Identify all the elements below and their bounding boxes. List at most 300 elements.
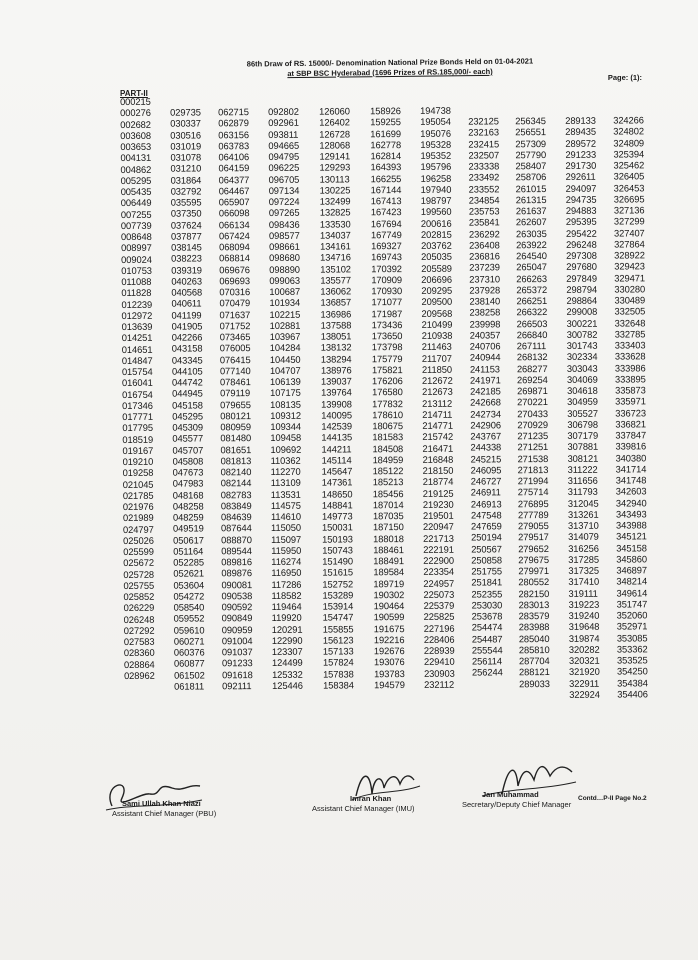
bond-number: 053604: [173, 578, 205, 591]
bond-number: 299008: [566, 305, 598, 318]
bond-number: 266263: [516, 272, 548, 284]
bond-number: 162778: [370, 138, 402, 151]
bond-number: 061502: [174, 668, 205, 681]
bond-number: 294097: [565, 182, 597, 194]
bond-number: 099063: [269, 274, 301, 286]
bond-number: 066098: [218, 207, 250, 219]
bond-number: 280552: [518, 576, 550, 588]
bond-number: 304069: [566, 373, 598, 385]
bond-number: 246727: [470, 475, 502, 487]
bond-number: 295395: [565, 215, 597, 228]
bond-number: 017795: [122, 422, 154, 434]
bond-number: 246095: [470, 464, 502, 476]
bond-number: 037350: [170, 207, 202, 219]
bond-number: 212672: [421, 374, 453, 386]
bond-number: 332785: [614, 328, 646, 340]
bond-number: 250858: [471, 554, 502, 566]
signatory-title: Assistant Chief Manager (IMU): [312, 804, 415, 813]
bond-number: 000215: [120, 95, 151, 107]
bond-number: 048258: [172, 500, 204, 512]
bond-number: 176580: [372, 386, 403, 398]
bond-number: 009024: [121, 253, 152, 265]
bond-number: 229410: [423, 655, 455, 668]
bond-number: 098680: [269, 251, 300, 264]
bond-number: 089544: [221, 544, 252, 557]
bond-number: 091004: [221, 634, 253, 647]
bond-number: 332505: [614, 305, 646, 317]
bond-number: 219125: [422, 487, 454, 499]
bond-number: 173650: [371, 330, 403, 342]
bond-number: 185213: [372, 476, 404, 488]
bond-number: 088870: [221, 533, 252, 545]
number-column: [515, 115, 550, 689]
page-number: Page: (1):: [607, 73, 642, 82]
bond-number: 218774: [422, 475, 454, 488]
bond-number: 266840: [516, 328, 548, 340]
bond-number: 120291: [271, 623, 303, 635]
bond-number: 336723: [615, 406, 646, 419]
bond-number: 311656: [567, 474, 598, 486]
bond-number: 314079: [568, 530, 599, 543]
bond-number: 030516: [170, 128, 201, 141]
bond-number: 132499: [319, 195, 351, 207]
bond-number: 319240: [568, 609, 600, 621]
bond-number: 303043: [566, 362, 598, 374]
bond-number: 142539: [321, 420, 353, 432]
bond-number: 225379: [423, 599, 455, 611]
bond-number: 025728: [123, 568, 155, 580]
bond-number: 238258: [469, 306, 501, 318]
bond-number: 353525: [616, 654, 648, 666]
bond-number: 187014: [372, 498, 404, 510]
bond-number: 026229: [123, 602, 155, 614]
bond-number: 139764: [321, 386, 352, 398]
bond-number: 170392: [371, 262, 402, 274]
bond-number: 032792: [170, 185, 202, 197]
bond-number: 135102: [320, 262, 351, 275]
bond-number: 343988: [615, 519, 647, 531]
bond-number: 139037: [320, 375, 352, 387]
bond-number: 011828: [121, 287, 152, 299]
bond-number: 253030: [471, 599, 503, 611]
bond-number: 254487: [471, 632, 503, 645]
bond-number: 188018: [373, 532, 404, 544]
bond-number: 030337: [170, 117, 201, 129]
bond-number: 069693: [219, 274, 251, 287]
bond-number: 187150: [372, 521, 404, 533]
bond-number: 134716: [320, 251, 351, 263]
bond-number: 202815: [420, 228, 452, 240]
bond-number: 024797: [122, 523, 154, 535]
bond-number: 167144: [370, 183, 402, 196]
bond-number: 051164: [173, 545, 204, 557]
bond-number: 094795: [268, 150, 300, 162]
bond-number: 342940: [615, 496, 647, 509]
bond-number: 266251: [516, 295, 548, 307]
bond-number: 209295: [421, 284, 453, 296]
bond-number: 289033: [519, 677, 550, 689]
bond-number: 004131: [120, 152, 152, 164]
bond-number: 069676: [219, 263, 250, 275]
bond-number: 045158: [172, 398, 203, 411]
bond-number: 167413: [370, 195, 402, 207]
bond-number: 330280: [614, 283, 646, 295]
bond-number: 322924: [569, 688, 600, 700]
bond-number: 266503: [516, 317, 548, 329]
bond-number: 238140: [469, 295, 501, 307]
bond-number: 112270: [270, 465, 301, 477]
bond-number: 333986: [614, 361, 646, 374]
bond-number: 090959: [221, 623, 253, 635]
bond-number: 147361: [321, 476, 353, 488]
bond-number: 250567: [471, 542, 502, 555]
number-column: [468, 115, 503, 678]
bond-number: 167749: [370, 228, 402, 241]
bond-number: 126402: [319, 116, 350, 128]
bond-number: 070316: [219, 286, 251, 298]
bond-number: 214711: [422, 408, 453, 420]
bond-number: 256551: [515, 126, 546, 138]
bond-number: 188491: [373, 555, 404, 567]
bond-number: 004862: [120, 163, 152, 175]
bond-number: 312045: [567, 497, 599, 509]
bond-number: 257790: [515, 148, 547, 160]
bond-number: 089816: [221, 556, 252, 568]
bond-number: 098436: [268, 218, 300, 230]
bond-number: 006449: [120, 197, 152, 209]
bond-number: 277789: [517, 508, 549, 520]
bond-number: 157838: [322, 667, 354, 680]
bond-number: 232112: [424, 678, 455, 690]
bond-number: 037624: [170, 218, 202, 231]
bond-number: 279652: [518, 542, 549, 554]
bond-number: 230903: [423, 667, 455, 679]
bond-number: 152752: [322, 577, 354, 590]
bond-number: 324802: [613, 125, 644, 137]
bond-number: 282150: [518, 587, 550, 599]
signatory-name: Jan Muhammad: [482, 790, 539, 799]
bond-number: 097224: [268, 195, 300, 207]
bond-number: 339816: [615, 440, 647, 452]
bond-number: 092961: [268, 117, 299, 129]
bond-number: 319874: [568, 632, 600, 644]
bond-number: 158384: [323, 679, 354, 691]
bond-number: 258407: [515, 160, 547, 172]
bond-number: 305527: [567, 407, 598, 419]
bond-number: 269254: [516, 373, 548, 385]
bond-number: 228939: [423, 644, 455, 656]
bond-number: 203762: [421, 239, 452, 251]
bond-number: 052621: [173, 567, 205, 579]
bond-number: 342603: [615, 485, 647, 497]
bond-number: 118582: [271, 589, 302, 601]
bond-number: 154747: [322, 611, 354, 623]
bond-number: 189584: [373, 566, 405, 578]
bond-number: 228406: [423, 633, 455, 645]
bond-number: 040568: [171, 286, 203, 298]
bond-number: 330489: [614, 294, 646, 306]
bond-number: 028864: [123, 658, 155, 670]
bond-number: 066134: [218, 218, 250, 230]
bond-number: 351747: [616, 598, 648, 610]
bond-number: 079119: [220, 387, 251, 399]
bond-number: 197940: [420, 183, 452, 195]
bond-number: 156123: [322, 634, 354, 646]
bond-number: 007739: [120, 219, 152, 231]
bond-number: 097265: [268, 206, 300, 219]
bond-number: 025852: [123, 590, 155, 602]
bond-number: 081813: [220, 454, 252, 467]
bond-number: 209500: [421, 295, 453, 308]
bond-number: 214771: [422, 419, 454, 431]
bond-number: 044742: [171, 376, 203, 388]
bond-number: 327407: [613, 226, 645, 239]
number-column: [170, 106, 205, 691]
bond-number: 138294: [320, 352, 352, 365]
bond-number: 054272: [173, 590, 205, 602]
bond-number: 215742: [422, 430, 454, 443]
bond-number: 176206: [371, 375, 403, 387]
bond-number: 090849: [221, 612, 253, 624]
bond-number: 019258: [122, 467, 154, 479]
bond-number: 134161: [320, 240, 351, 252]
bond-number: 135577: [320, 274, 352, 286]
bond-number: 255544: [471, 644, 503, 656]
number-column: [218, 106, 253, 691]
bond-number: 025672: [123, 557, 154, 569]
bond-number: 104450: [269, 353, 301, 365]
bond-number: 263922: [516, 238, 547, 250]
bond-number: 064106: [218, 151, 250, 163]
bond-number: 242185: [470, 385, 501, 397]
bond-number: 289572: [565, 137, 597, 149]
bond-number: 244338: [470, 441, 502, 453]
bond-number: 285040: [518, 632, 550, 644]
bond-number: 091618: [222, 668, 253, 680]
bond-number: 194738: [420, 104, 451, 116]
bond-number: 195352: [420, 149, 452, 161]
bond-number: 109692: [270, 443, 302, 455]
bond-number: 045295: [172, 410, 203, 422]
bond-number: 345860: [616, 553, 647, 565]
number-column: [565, 115, 600, 700]
bond-number: 104707: [269, 364, 301, 376]
bond-number: 313710: [567, 519, 599, 531]
bond-number: 269871: [517, 385, 548, 397]
bond-number: 233338: [468, 160, 500, 172]
bond-number: 225073: [423, 588, 455, 600]
bond-number: 265372: [516, 283, 548, 295]
bond-number: 031864: [170, 173, 202, 186]
bond-number: 349614: [616, 586, 648, 599]
bond-number: 210499: [421, 318, 453, 330]
bond-number: 266322: [516, 306, 548, 318]
bond-number: 236816: [469, 250, 500, 262]
bond-number: 240357: [469, 329, 501, 341]
bond-number: 199560: [420, 205, 452, 218]
bond-number: 167694: [370, 217, 402, 229]
bond-number: 192676: [373, 645, 405, 657]
bond-number: 190599: [373, 611, 405, 623]
bond-number: 097134: [268, 184, 300, 196]
bond-number: 058540: [173, 601, 205, 613]
bond-number: 296248: [566, 238, 597, 250]
bond-number: 029735: [170, 106, 201, 118]
bond-number: 148650: [321, 487, 353, 500]
bond-number: 239998: [469, 317, 501, 330]
bond-number: 130113: [319, 172, 350, 185]
bond-number: 107175: [270, 386, 301, 399]
bond-number: 098577: [268, 229, 300, 241]
bond-number: 195076: [420, 127, 451, 139]
bond-number: 138051: [320, 330, 352, 342]
bond-number: 279675: [518, 553, 549, 565]
bond-number: 136062: [320, 285, 352, 297]
bond-number: 000276: [120, 107, 151, 119]
bond-number: 237928: [469, 284, 501, 296]
bond-number: 151615: [322, 566, 354, 578]
bond-number: 295422: [565, 227, 597, 239]
bond-number: 016754: [122, 388, 153, 400]
bond-number: 104284: [269, 341, 301, 354]
bond-number: 113109: [270, 476, 301, 489]
bond-number: 292611: [565, 170, 596, 183]
bond-number: 109458: [270, 431, 302, 444]
bond-number: 317410: [568, 575, 600, 588]
bond-number: 044105: [171, 365, 203, 377]
bond-number: 012239: [121, 298, 153, 310]
bond-number: 251755: [471, 565, 503, 577]
bond-number: 093811: [268, 128, 299, 140]
bond-number: 155855: [322, 622, 354, 635]
bond-number: 021045: [122, 478, 154, 490]
bond-number: 279971: [518, 565, 550, 577]
bond-number: 279055: [517, 520, 549, 532]
bond-number: 150031: [321, 521, 353, 533]
bond-number: 005295: [120, 174, 152, 186]
bond-number: 169327: [371, 240, 402, 252]
bond-number: 119464: [271, 600, 302, 612]
bond-number: 341714: [615, 463, 647, 475]
bond-number: 082140: [220, 466, 252, 478]
signatory-title: Assistant Chief Manager (PBU): [112, 809, 217, 818]
bond-number: 014847: [121, 354, 153, 366]
bond-number: 106139: [269, 375, 301, 387]
bond-number: 150193: [322, 532, 353, 545]
bond-number: 261015: [515, 182, 547, 194]
bond-number: 279517: [518, 531, 549, 543]
bond-number: 345158: [616, 541, 647, 554]
bond-number: 180675: [372, 420, 404, 432]
bond-number: 109344: [270, 420, 302, 432]
bond-number: 081480: [220, 432, 252, 444]
bond-number: 021976: [122, 500, 154, 512]
bond-number: 335873: [615, 384, 646, 396]
bond-number: 096705: [268, 173, 300, 185]
bond-number: 014251: [121, 332, 153, 344]
part-label: PART-II: [120, 89, 148, 98]
bond-number: 043345: [171, 353, 203, 366]
bond-number: 158926: [370, 105, 401, 117]
bond-number: 257309: [515, 137, 547, 149]
bond-number: 340380: [615, 451, 647, 464]
bond-number: 196258: [420, 172, 452, 184]
bond-number: 320282: [568, 643, 600, 655]
bond-number: 047673: [172, 466, 204, 478]
bond-number: 242668: [470, 396, 501, 408]
bond-number: 247548: [470, 509, 502, 521]
bond-number: 151490: [322, 555, 353, 567]
bond-number: 103967: [269, 330, 301, 342]
bond-number: 098890: [269, 263, 300, 275]
bond-number: 246911: [470, 486, 501, 498]
bond-number: 133530: [319, 217, 351, 230]
bond-number: 195796: [420, 160, 452, 173]
bond-number: 171077: [371, 296, 403, 308]
bond-number: 291233: [565, 148, 597, 160]
continued-note: Contd…P-II Page No.2: [578, 795, 647, 802]
bond-number: 025599: [123, 545, 154, 557]
bond-number: 232163: [468, 126, 499, 138]
bond-number: 060877: [173, 657, 205, 669]
bond-number: 116950: [271, 566, 302, 579]
bond-number: 125332: [272, 668, 303, 680]
bond-number: 195328: [420, 138, 452, 150]
bond-number: 256244: [471, 666, 503, 678]
bond-number: 195054: [420, 115, 451, 128]
bond-number: 256114: [471, 655, 502, 667]
bond-number: 291730: [565, 159, 597, 171]
bond-number: 166255: [370, 172, 402, 184]
bond-number: 108135: [270, 398, 301, 410]
bond-number: 306798: [567, 418, 599, 430]
bond-number: 169743: [371, 251, 402, 263]
bond-number: 224957: [423, 577, 455, 589]
bond-number: 205589: [421, 262, 452, 274]
bond-number: 189719: [373, 577, 405, 589]
bond-number: 271813: [517, 463, 549, 475]
bond-number: 235753: [468, 205, 500, 217]
bond-number: 210938: [421, 329, 453, 341]
bond-number: 038223: [171, 252, 202, 264]
bond-number: 346897: [616, 564, 648, 576]
header-subtitle: at SBP BSC Hyderabad (1696 Prizes of RS.185,000/- each): [287, 66, 493, 79]
bond-number: 263035: [515, 227, 547, 239]
bond-number: 262607: [515, 216, 547, 228]
bond-number: 233492: [468, 171, 500, 183]
bond-number: 193076: [373, 656, 405, 668]
bond-number: 115097: [271, 533, 302, 545]
bond-number: 337847: [615, 429, 647, 441]
bond-number: 081651: [220, 443, 252, 455]
bond-number: 040611: [171, 297, 202, 309]
bond-number: 094665: [268, 139, 300, 151]
bond-number: 316256: [568, 542, 599, 554]
bond-number: 119920: [271, 611, 302, 624]
bond-number: 205035: [421, 250, 452, 263]
bond-number: 071752: [219, 319, 251, 332]
signatory-name: Imran Khan: [350, 794, 392, 803]
bond-number: 181583: [372, 431, 404, 443]
bond-number: 327299: [613, 215, 645, 227]
bond-number: 343493: [615, 508, 647, 520]
bond-number: 090081: [221, 578, 253, 590]
bond-number: 236292: [468, 227, 500, 240]
bond-number: 297849: [566, 272, 598, 284]
bond-number: 153289: [322, 589, 354, 601]
bond-number: 300782: [566, 328, 598, 340]
bond-number: 175779: [371, 352, 403, 364]
